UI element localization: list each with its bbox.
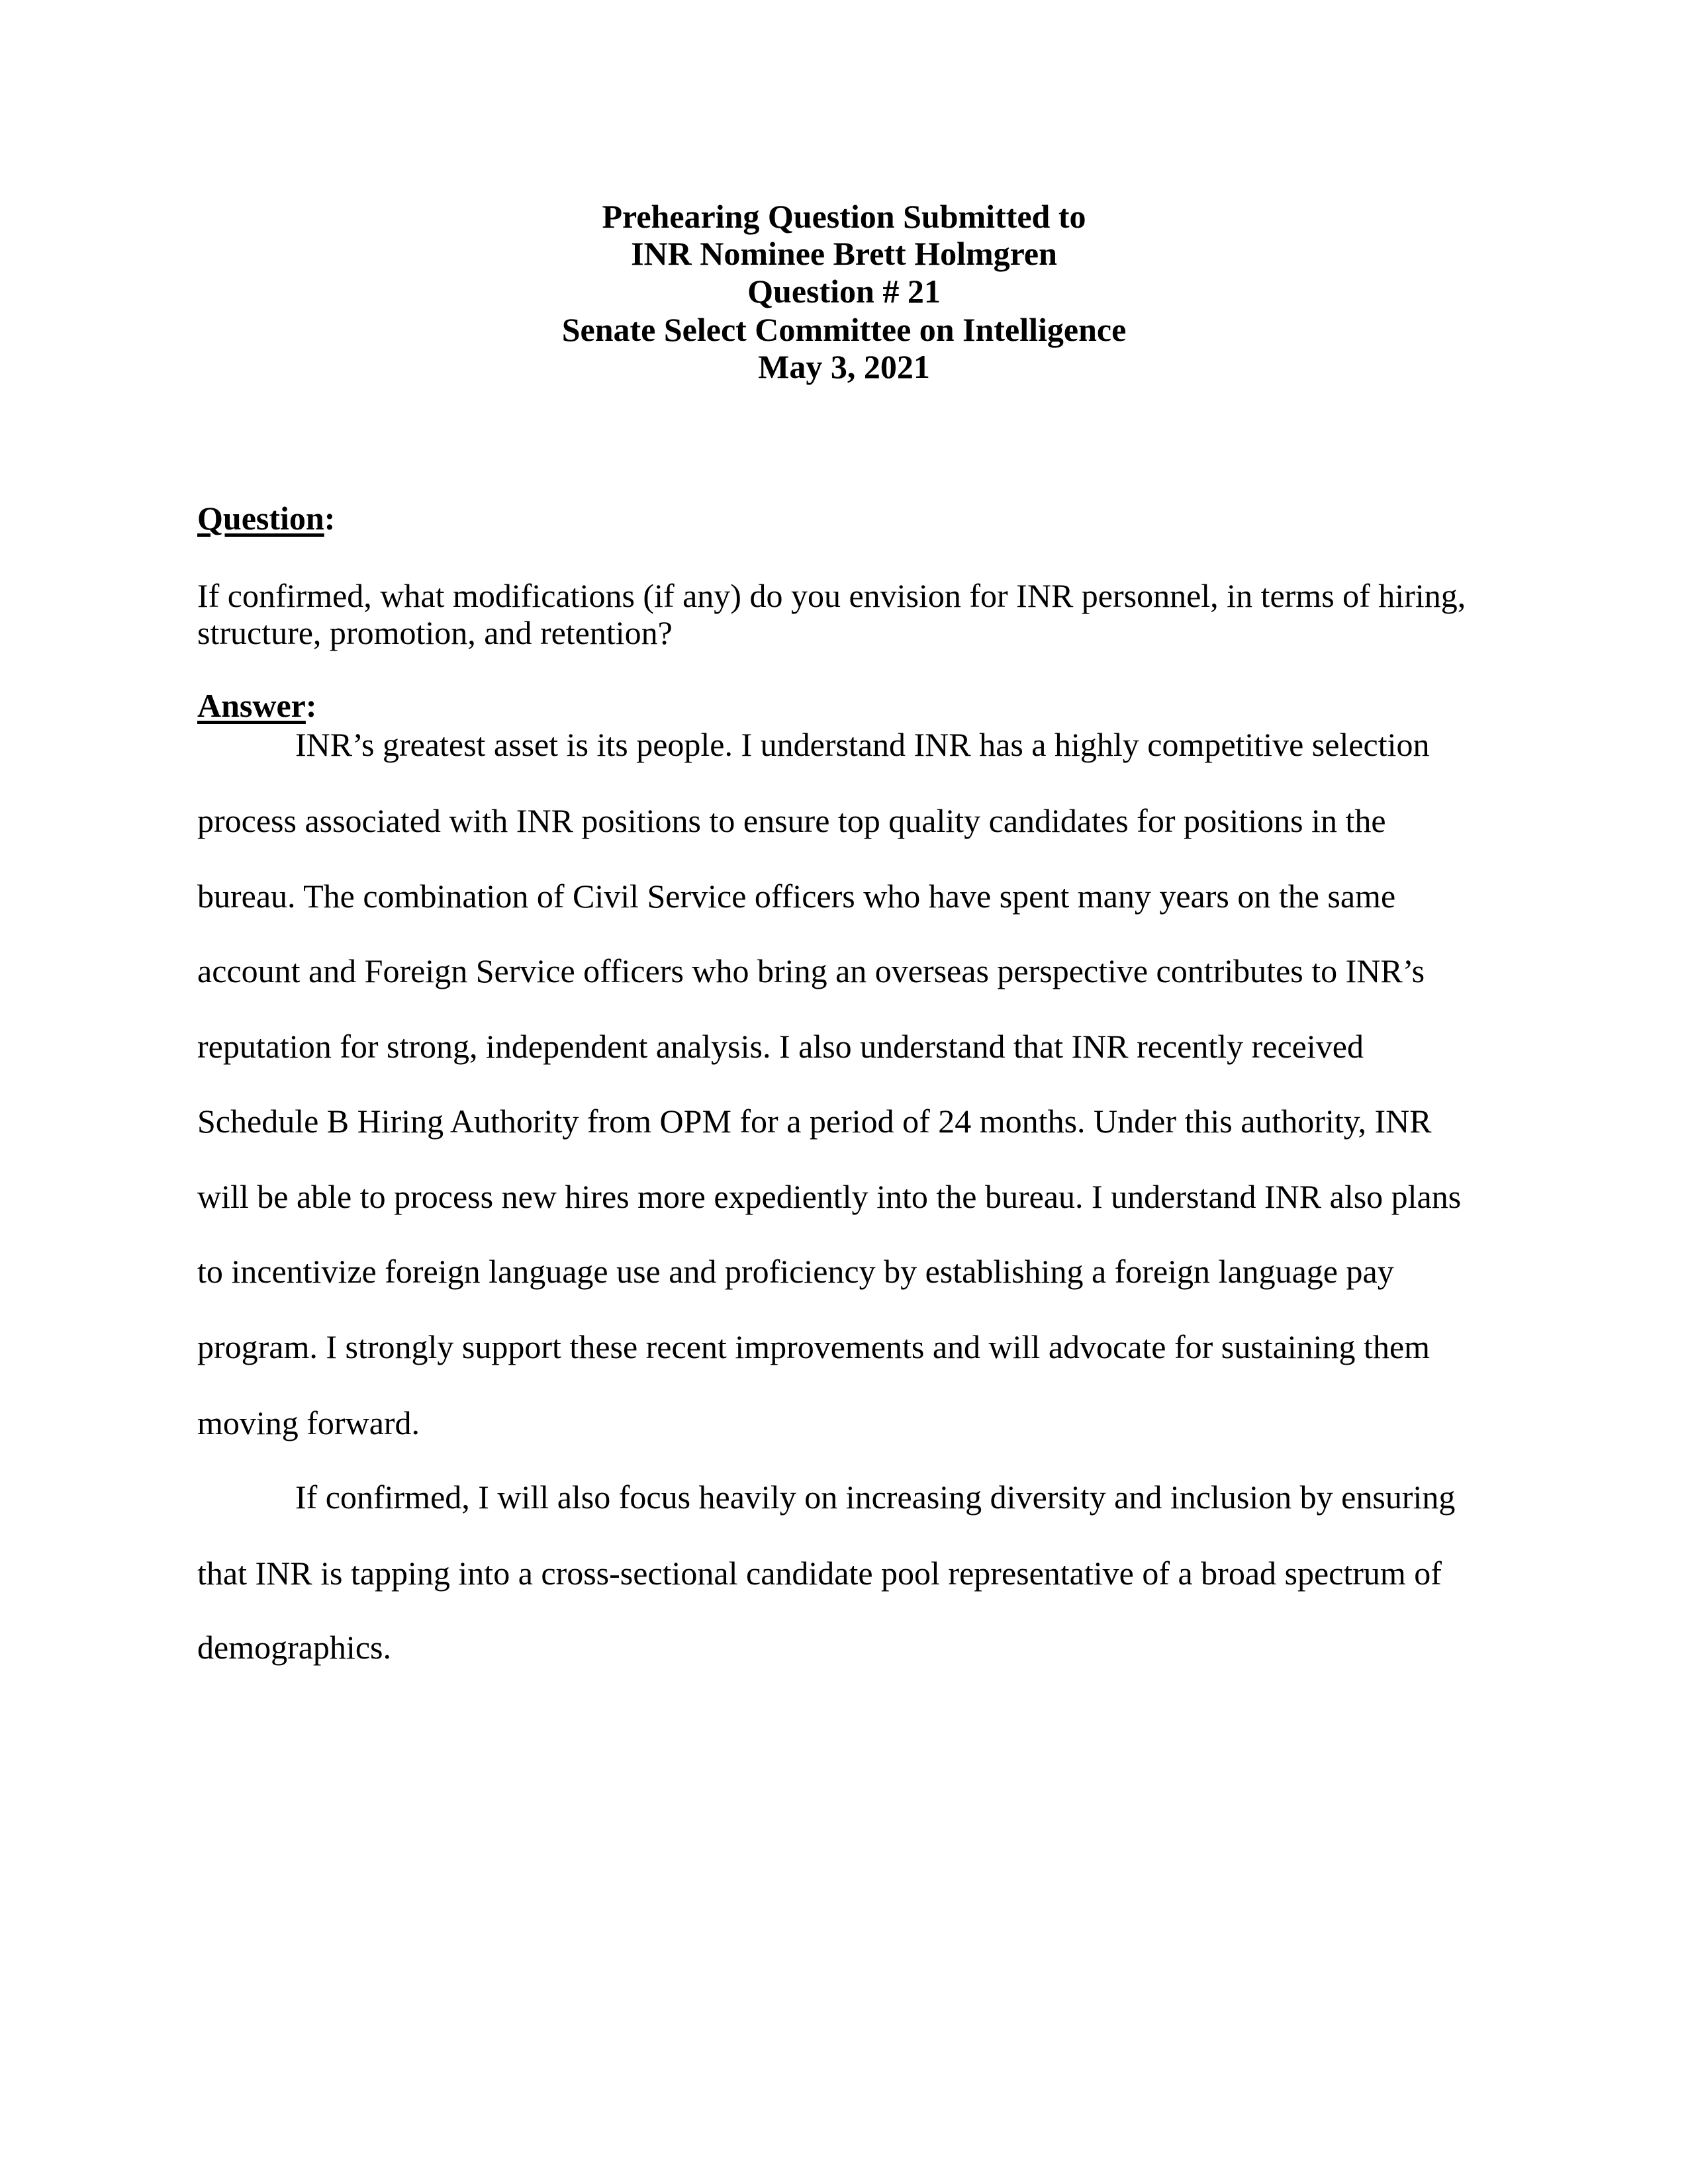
header-date: May 3, 2021 <box>758 348 930 385</box>
answer-text-line: INR’s greatest asset is its people. I understand INR has a highly competitive selection <box>295 726 1430 763</box>
answer-text-line: will be able to process new hires more expediently into the bureau. I understand INR also plans <box>197 1178 1462 1215</box>
answer-text-line: account and Foreign Service officers who bring an overseas perspective contributes to INR’s <box>197 952 1425 989</box>
question-text-line: structure, promotion, and retention? <box>197 614 673 651</box>
answer-text-line: that INR is tapping into a cross-sectional candidate pool representative of a broad spectrum of <box>197 1555 1442 1592</box>
answer-text-line: If confirmed, I will also focus heavily on increasing diversity and inclusion by ensuring <box>295 1479 1456 1516</box>
header-nominee: INR Nominee Brett Holmgren <box>631 235 1057 272</box>
answer-text-line: to incentivize foreign language use and proficiency by establishing a foreign language pay <box>197 1253 1394 1290</box>
header-question-number: Question # 21 <box>747 273 941 310</box>
question-text-line: If confirmed, what modifications (if any) do you envision for INR personnel, in terms of hiring, <box>197 577 1466 614</box>
answer-label: Answer: <box>197 687 317 724</box>
answer-text-line: demographics. <box>197 1629 391 1666</box>
header-committee: Senate Select Committee on Intelligence <box>561 311 1127 348</box>
answer-text-line: Schedule B Hiring Authority from OPM for a period of 24 months. Under this authority, INR <box>197 1103 1432 1140</box>
header-title: Prehearing Question Submitted to <box>602 198 1086 235</box>
answer-text-line: reputation for strong, independent analysis. I also understand that INR recently received <box>197 1028 1364 1065</box>
answer-text-line: moving forward. <box>197 1404 420 1441</box>
answer-text-line: program. I strongly support these recent improvements and will advocate for sustaining them <box>197 1328 1430 1365</box>
answer-text-line: bureau. The combination of Civil Service officers who have spent many years on the same <box>197 878 1396 915</box>
question-label: Question: <box>197 500 336 537</box>
answer-text-line: process associated with INR positions to ensure top quality candidates for positions in the <box>197 802 1386 839</box>
